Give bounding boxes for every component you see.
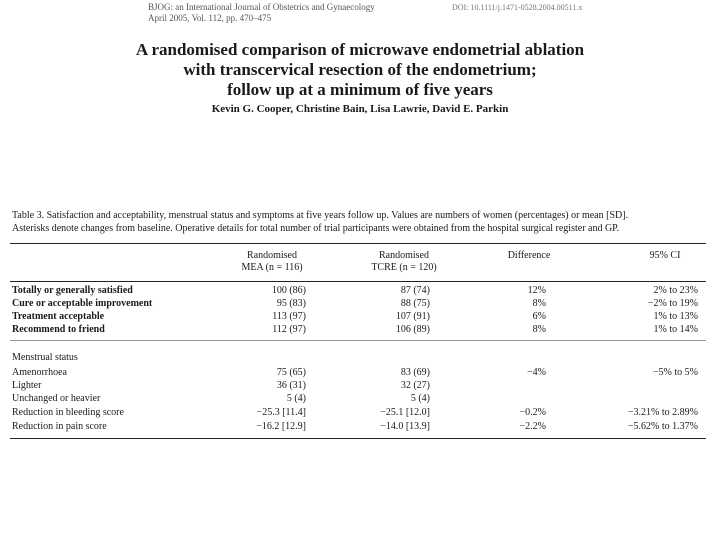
difference-value: 6% [532, 311, 546, 322]
col-head-line: Randomised [247, 250, 297, 261]
col-head-mea [222, 250, 322, 274]
mea-value: 75 (65) [276, 367, 306, 378]
tcre-value: 88 (75) [400, 298, 430, 309]
difference-value: 8% [532, 324, 546, 335]
mea-value: 5 (4) [286, 393, 306, 404]
table-header-rule [10, 281, 706, 282]
col-head-line: 95% CI [649, 250, 681, 261]
table-row [0, 324, 720, 336]
table-row [0, 380, 720, 392]
journal-issue: April 2005, Vol. 112, pp. 470–475 [148, 13, 272, 23]
col-head-line: Randomised [379, 250, 429, 261]
tcre-value: 5 (4) [410, 393, 430, 404]
row-label: Lighter [12, 380, 42, 391]
doi-text: DOI: 10.1111/j.1471-0528.2004.00511.x [452, 3, 583, 12]
ci-value: 1% to 14% [653, 324, 698, 335]
difference-value: −0.2% [519, 407, 546, 418]
caption-line: Table 3. Satisfaction and acceptability, menstrual status and symptoms at five years follow up. Values are numbers of women (percentages) or mean [SD]. [12, 210, 629, 221]
table-row [0, 407, 720, 419]
col-head-ci [630, 250, 700, 262]
journal-name: BJOG: an International Journal of Obstetrics and Gynaecology [148, 2, 375, 12]
mea-value: −25.3 [11.4] [256, 407, 306, 418]
table-caption [12, 209, 716, 235]
table-row [0, 311, 720, 323]
section-heading-menstrual: Menstrual status [12, 352, 78, 363]
table-row [0, 367, 720, 379]
title-line: with transcervical resection of the endometrium; [183, 60, 537, 79]
row-label: Totally or generally satisfied [12, 285, 133, 296]
row-label: Unchanged or heavier [12, 393, 101, 404]
col-head-line: MEA (n = 116) [241, 262, 303, 273]
col-head-line: TCRE (n = 120) [371, 262, 437, 273]
difference-value: −2.2% [519, 421, 546, 432]
tcre-value: 83 (69) [400, 367, 430, 378]
tcre-value: 106 (89) [395, 324, 430, 335]
table-row [0, 421, 720, 433]
tcre-value: −14.0 [13.9] [380, 421, 430, 432]
row-label: Recommend to friend [12, 324, 105, 335]
author-list: Kevin G. Cooper, Christine Bain, Lisa Lawrie, David E. Parkin [211, 103, 509, 115]
ci-value: −5.62% to 1.37% [627, 421, 698, 432]
ci-value: −3.21% to 2.89% [627, 407, 698, 418]
tcre-value: 87 (74) [400, 285, 430, 296]
journal-header [148, 2, 375, 24]
ci-value: −5% to 5% [652, 367, 698, 378]
row-label: Amenorrhoea [12, 367, 67, 378]
mea-value: 112 (97) [272, 324, 306, 335]
col-head-line: Difference [507, 250, 551, 261]
mea-value: 36 (31) [276, 380, 306, 391]
title-line: follow up at a minimum of five years [227, 80, 493, 99]
mea-value: −16.2 [12.9] [256, 421, 306, 432]
table-bottom-rule [10, 438, 706, 439]
paper-title [100, 40, 620, 100]
mea-value: 113 (97) [272, 311, 306, 322]
mea-value: 95 (83) [276, 298, 306, 309]
ci-value: −2% to 19% [647, 298, 698, 309]
table-top-rule [10, 243, 706, 244]
difference-value: −4% [527, 367, 546, 378]
section-divider [10, 340, 706, 341]
ci-value: 1% to 13% [653, 311, 698, 322]
difference-value: 12% [527, 285, 546, 296]
tcre-value: −25.1 [12.0] [380, 407, 430, 418]
table-row [0, 393, 720, 405]
row-label: Treatment acceptable [12, 311, 105, 322]
table-row [0, 298, 720, 310]
row-label: Reduction in pain score [12, 421, 107, 432]
col-head-difference [494, 250, 564, 262]
title-line: A randomised comparison of microwave endometrial ablation [135, 40, 585, 59]
difference-value: 8% [532, 298, 546, 309]
ci-value: 2% to 23% [653, 285, 698, 296]
col-head-tcre [352, 250, 456, 274]
row-label: Cure or acceptable improvement [12, 298, 153, 309]
tcre-value: 107 (91) [395, 311, 430, 322]
caption-line: Asterisks denote changes from baseline. Operative details for total number of trial participants were obtained from the hospital surgical register and GP. [12, 223, 620, 234]
table-row [0, 285, 720, 297]
tcre-value: 32 (27) [400, 380, 430, 391]
row-label: Reduction in bleeding score [12, 407, 124, 418]
mea-value: 100 (86) [271, 285, 306, 296]
